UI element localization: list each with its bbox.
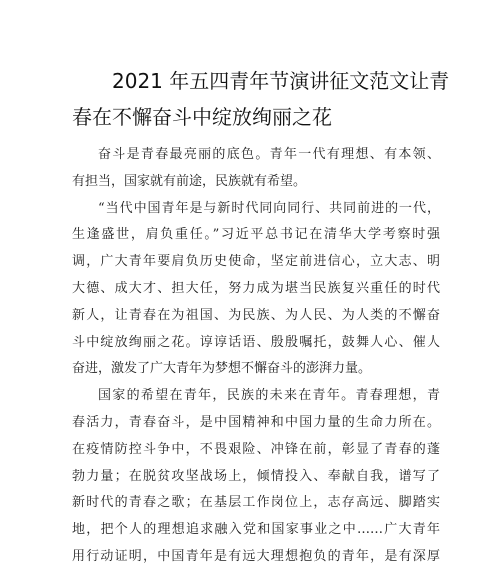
article-body <box>72 142 440 566</box>
text-line: 新时代的青春之歌；在基层工作岗位上，志存高远、脚踏实 <box>72 495 440 511</box>
text-line: 春活力，青春奋斗，是中国精神和中国力量的生命力所在。 <box>72 414 440 430</box>
text-line: 地，把个人的理想追求融入党和国家事业之中……广大青年 <box>72 522 440 538</box>
paragraph-2 <box>72 196 440 384</box>
text-line: 勃力量；在脱贫攻坚战场上，倾情投入、奉献自我，谱写了 <box>72 468 440 484</box>
text-line: 国家的希望在青年，民族的未来在青年。青春理想，青 <box>98 388 440 404</box>
text-line: 斗中绽放绚丽之花。谆谆话语、殷殷嘱托，鼓舞人心、催人 <box>72 334 440 350</box>
text-line: 用行动证明，中国青年是有远大理想抱负的青年，是有深厚 <box>72 548 440 564</box>
text-line: 大德、成大才、担大任，努力成为堪当民族复兴重任的时代 <box>72 280 440 296</box>
text-line: 新人，让青春在为祖国、为民族、为人民、为人类的不懈奋 <box>72 307 440 323</box>
paragraph-3 <box>72 383 440 566</box>
text-line: 在疫情防控斗争中，不畏艰险、冲锋在前，彰显了青春的蓬 <box>72 441 440 457</box>
text-line: “当代中国青年是与新时代同向同行、共同前进的一代， <box>98 200 440 216</box>
text-line: 生逢盛世，肩负重任。”习近平总书记在清华大学考察时强 <box>72 227 440 243</box>
text-line: 调，广大青年要肩负历史使命，坚定前进信心，立大志、明 <box>72 254 440 270</box>
text-line: 有担当，国家就有前途，民族就有希望。 <box>72 173 307 189</box>
text-line: 奋进，激发了广大青年为梦想不懈奋斗的澎湃力量。 <box>72 361 372 377</box>
title-line-1: 2021 年五四青年节演讲征文范文让青 <box>112 69 450 93</box>
title-line-2: 春在不懈奋斗中绽放绚丽之花 <box>72 105 332 129</box>
article-title <box>72 63 452 135</box>
paragraph-1 <box>72 142 440 196</box>
text-line: 奋斗是青春最亮丽的底色。青年一代有理想、有本领、 <box>98 147 440 162</box>
